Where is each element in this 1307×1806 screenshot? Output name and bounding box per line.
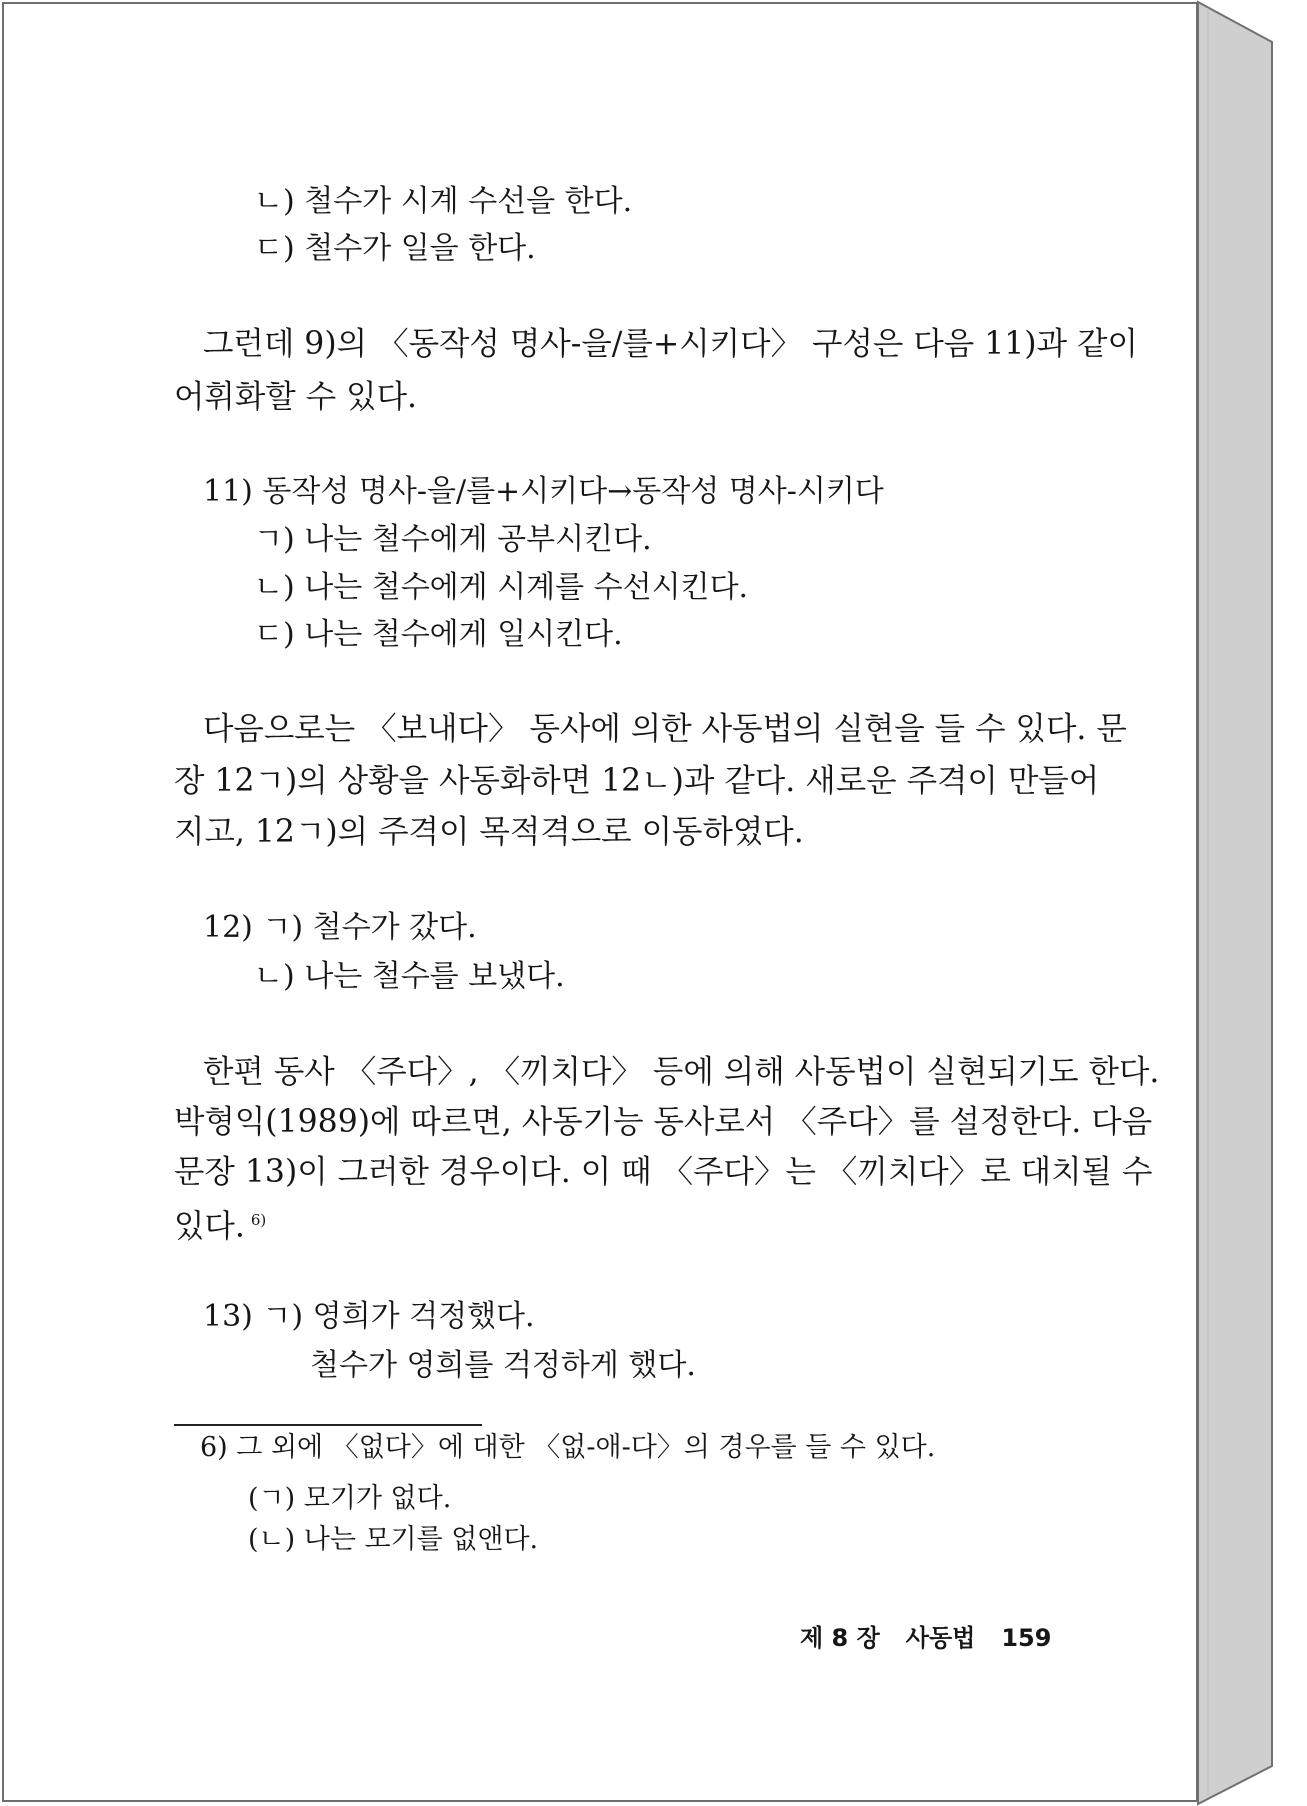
example-11-c: ㄷ) 나는 철수에게 일시킨다.: [254, 617, 623, 652]
paragraph-2-line-2: 장 12ㄱ)의 상황을 사동화하면 12ㄴ)과 같다. 새로운 주격이 만들어: [174, 763, 1100, 799]
paragraph-3-line-1: 한편 동사 〈주다〉, 〈끼치다〉 등에 의해 사동법이 실현되기도 한다.: [203, 1054, 1160, 1090]
paragraph-2-line-3: 지고, 12ㄱ)의 주격이 목적격으로 이동하였다.: [174, 814, 804, 850]
example-13-b: 철수가 영희를 걱정하게 했다.: [310, 1348, 696, 1383]
footer-section: 사동법: [905, 1624, 976, 1652]
paragraph-1-line-1: 그런데 9)의 〈동작성 명사-을/를+시키다〉 구성은 다음 11)과 같이: [203, 326, 1138, 362]
footnote-6: 6) 그 외에 〈없다〉에 대한 〈없-애-다〉의 경우를 들 수 있다.: [200, 1432, 936, 1463]
footnote-reference[interactable]: 6): [250, 1211, 267, 1229]
footnote-6-example-b: (ㄴ) 나는 모기를 없앤다.: [248, 1524, 539, 1555]
footnote-divider: [174, 1424, 482, 1426]
paragraph-3-line-4: [174, 1202, 266, 1245]
example-11-a: ㄱ) 나는 철수에게 공부시킨다.: [254, 522, 652, 557]
page-number: 159: [1001, 1624, 1052, 1652]
footer-chapter: 제 8 장: [800, 1624, 880, 1652]
example-12-a: 12) ㄱ) 철수가 갔다.: [203, 910, 477, 945]
paragraph-1-line-2: 어휘화할 수 있다.: [174, 379, 418, 415]
paragraph-3-line-2: 박형익(1989)에 따르면, 사동기능 동사로서 〈주다〉를 설정한다. 다음: [174, 1104, 1153, 1140]
running-footer: [800, 1618, 1051, 1653]
example-10-c: ㄷ) 철수가 일을 한다.: [254, 231, 536, 266]
example-12-b: ㄴ) 나는 철수를 보냈다.: [254, 959, 565, 994]
paragraph-3-line-3: 문장 13)이 그러한 경우이다. 이 때 〈주다〉는 〈끼치다〉로 대치될 수: [174, 1154, 1153, 1190]
example-10-b: ㄴ) 철수가 시계 수선을 한다.: [254, 184, 633, 219]
example-13-a: 13) ㄱ) 영희가 걱정했다.: [203, 1299, 535, 1334]
book-page: [2, 2, 1198, 1802]
footnote-6-example-a: (ㄱ) 모기가 없다.: [248, 1483, 452, 1514]
paragraph-2-line-1: 다음으로는 〈보내다〉 동사에 의한 사동법의 실현을 들 수 있다. 문: [203, 711, 1127, 747]
example-11-b: ㄴ) 나는 철수에게 시계를 수선시킨다.: [254, 570, 749, 605]
paragraph-3-line-4-text: 있다.: [174, 1208, 245, 1245]
example-11-heading: 11) 동작성 명사-을/를+시키다→동작성 명사-시키다: [203, 474, 884, 509]
